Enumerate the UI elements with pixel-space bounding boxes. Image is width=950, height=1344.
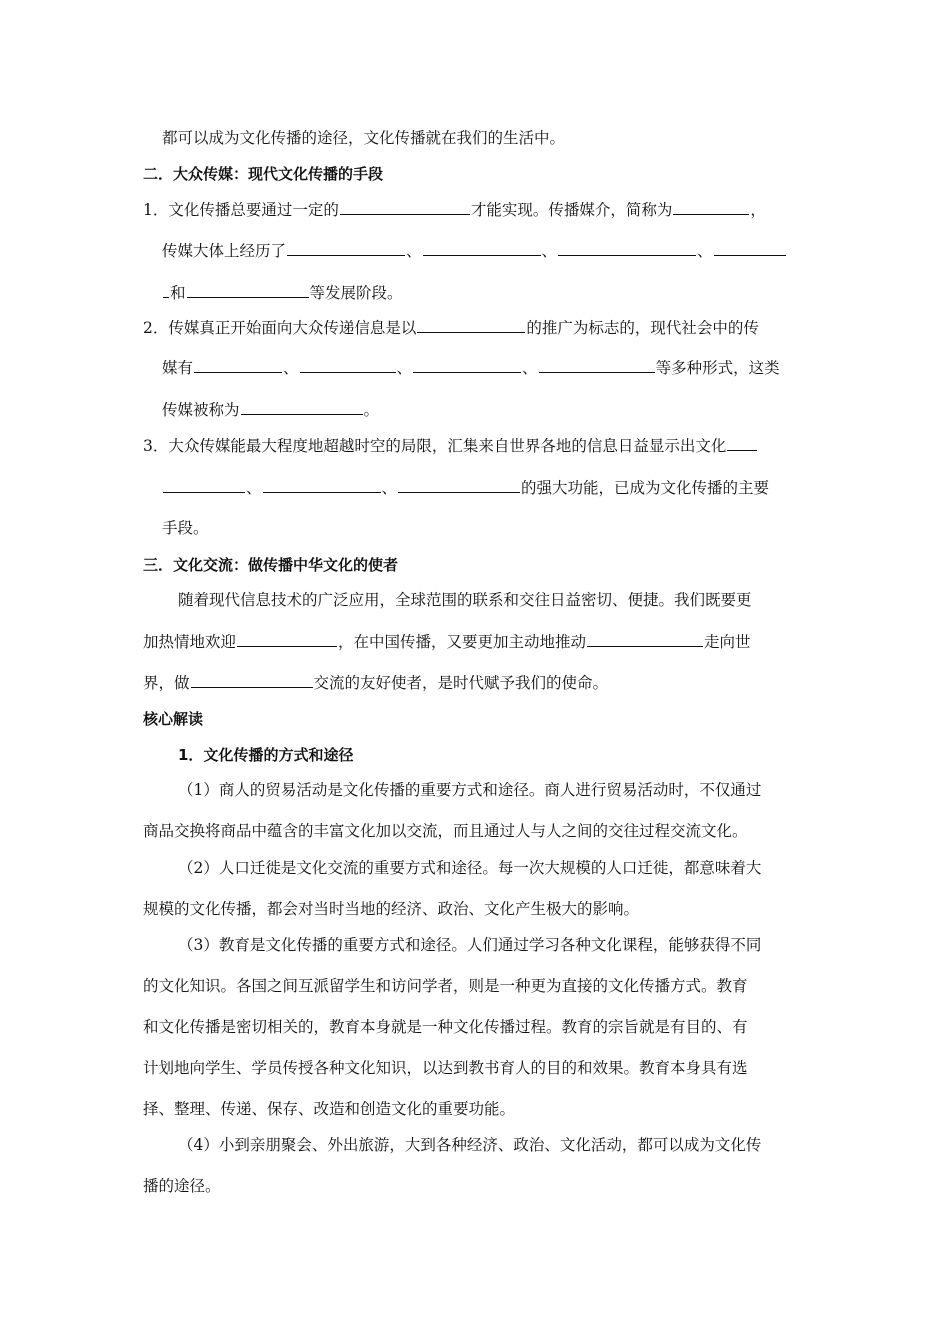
paragraph-text: 计划地向学生、学员传授各种文化知识，以达到教书育人的目的和效果。教育本身具有选 [143,1059,748,1077]
paragraph-text: 商品交换将商品中蕴含的丰富文化加以交流，而且通过人与人之间的交往过程交流文化。 [143,822,748,840]
paragraph-text: 走向世 [704,633,751,651]
question-text: ， [750,201,766,219]
fill-blank[interactable] [587,632,703,647]
question-text: 、 [697,242,713,260]
fill-blank[interactable] [300,358,396,373]
paragraph-text: 和文化传播是密切相关的，教育本身就是一种文化传播过程。教育的宗旨就是有目的、有 [143,1018,748,1036]
question-text: 的强大功能，已成为文化传播的主要 [521,479,770,497]
paragraph-line [143,1099,515,1119]
fill-blank[interactable] [241,400,363,415]
fill-blank[interactable] [673,200,749,215]
paragraph-line [143,976,748,996]
fill-blank[interactable] [163,283,169,298]
section-heading [143,555,398,575]
question-text: 、 [381,479,398,497]
paragraph-line [178,858,761,878]
question-line [162,400,379,420]
question-text: 和 [170,284,186,302]
paragraph-line [178,590,752,610]
paragraph-text: ，在中国传播，又要更加主动地推动 [338,633,587,651]
fill-blank[interactable] [287,241,405,256]
paragraph-text: 播的途径。 [143,1177,221,1195]
question-text: 2．传媒真正开始面向大众传递信息是以 [143,319,417,337]
fill-blank[interactable] [714,241,786,256]
subsection-heading [178,745,353,765]
paragraph-text: 界，做 [143,674,190,692]
question-text: 的推广为标志的，现代社会中的传 [526,319,759,337]
question-text: 等发展阶段。 [309,284,403,302]
paragraph-line [143,1176,221,1196]
fill-blank[interactable] [263,478,381,493]
question-line [143,436,758,456]
question-text: 传媒大体上经历了 [162,242,287,260]
fill-blank[interactable] [727,436,757,451]
fill-blank[interactable] [417,318,525,333]
question-text: 、 [396,359,413,377]
question-line [162,241,787,261]
paragraph-text: 规模的文化传播，都会对当时当地的经济、政治、文化产生极大的影响。 [143,900,640,918]
paragraph-line [143,632,751,652]
fill-blank[interactable] [237,632,337,647]
question-line [162,358,780,378]
fill-blank[interactable] [194,358,282,373]
paragraph-line [143,1017,748,1037]
section-heading-text: 三．文化交流：做传播中华文化的使者 [143,556,399,574]
fill-blank[interactable] [340,200,470,215]
question-text: 手段。 [162,519,209,537]
question-text: 、 [541,242,558,260]
question-line [162,518,209,538]
fill-blank[interactable] [191,673,313,688]
fill-blank[interactable] [163,478,245,493]
section-heading-text: 核心解读 [143,710,204,728]
question-line [162,283,403,303]
question-text: 3．大众传媒能最大程度地超越时空的局限，汇集来自世界各地的信息日益显示出文化 [143,437,727,455]
fill-blank[interactable] [423,241,541,256]
question-line [143,200,766,220]
question-text: 1．文化传播总要通过一定的 [143,201,339,219]
paragraph-text: （1）商人的贸易活动是文化传播的重要方式和途径。商人进行贸易活动时，不仅通过 [178,781,762,799]
paragraph-text: （3）教育是文化传播的重要方式和途径。人们通过学习各种文化课程，能够获得不同 [178,936,762,954]
paragraph-text: 随着现代信息技术的广泛应用，全球范围的联系和交往日益密切、便捷。我们既要更 [178,591,752,609]
question-text: 、 [406,242,422,260]
fill-blank[interactable] [558,241,696,256]
paragraph-line [178,1135,761,1155]
question-text: 、 [522,359,538,377]
paragraph-line [143,1058,748,1078]
paragraph-text: 择、整理、传递、保存、改造和创造文化的重要功能。 [143,1100,516,1118]
paragraph-text: （2）人口迁徙是文化交流的重要方式和途径。每一次大规模的人口迁徙，都意味着大 [178,859,762,877]
question-text: 媒有 [162,359,194,377]
paragraph-text: 的文化知识。各国之间互派留学生和访问学者，则是一种更为直接的文化传播方式。教育 [143,977,748,995]
question-text: 才能实现。传播媒介，简称为 [470,201,673,219]
paragraph-line [178,780,761,800]
paragraph-line [143,821,748,841]
section-heading-text: 二．大众传媒：现代文化传播的手段 [143,165,384,183]
question-line [143,318,759,338]
question-text: 等多种形式，这类 [655,359,780,377]
paragraph-text: 加热情地欢迎 [143,633,237,651]
paragraph-text: 交流的友好使者，是时代赋予我们的使命。 [313,674,609,692]
question-text: 传媒被称为 [162,401,240,419]
paragraph-line [178,935,761,955]
fill-blank[interactable] [539,358,655,373]
paragraph-line [143,673,608,693]
core-reading-heading [143,709,203,729]
fill-blank[interactable] [398,478,520,493]
fill-blank[interactable] [413,358,521,373]
fill-blank[interactable] [187,283,309,298]
question-text: 。 [363,401,380,419]
text-line [162,128,565,148]
subsection-heading-text: 1．文化传播的方式和途径 [178,746,354,764]
paragraph-text: （4）小到亲朋聚会、外出旅游，大到各种经济、政治、文化活动，都可以成为文化传 [178,1136,762,1154]
question-line [162,478,769,498]
paragraph-text: 都可以成为文化传播的途径，文化传播就在我们的生活中。 [162,129,566,147]
paragraph-line [143,899,639,919]
section-heading [143,164,383,184]
question-text: 、 [246,479,262,497]
question-text: 、 [283,359,299,377]
